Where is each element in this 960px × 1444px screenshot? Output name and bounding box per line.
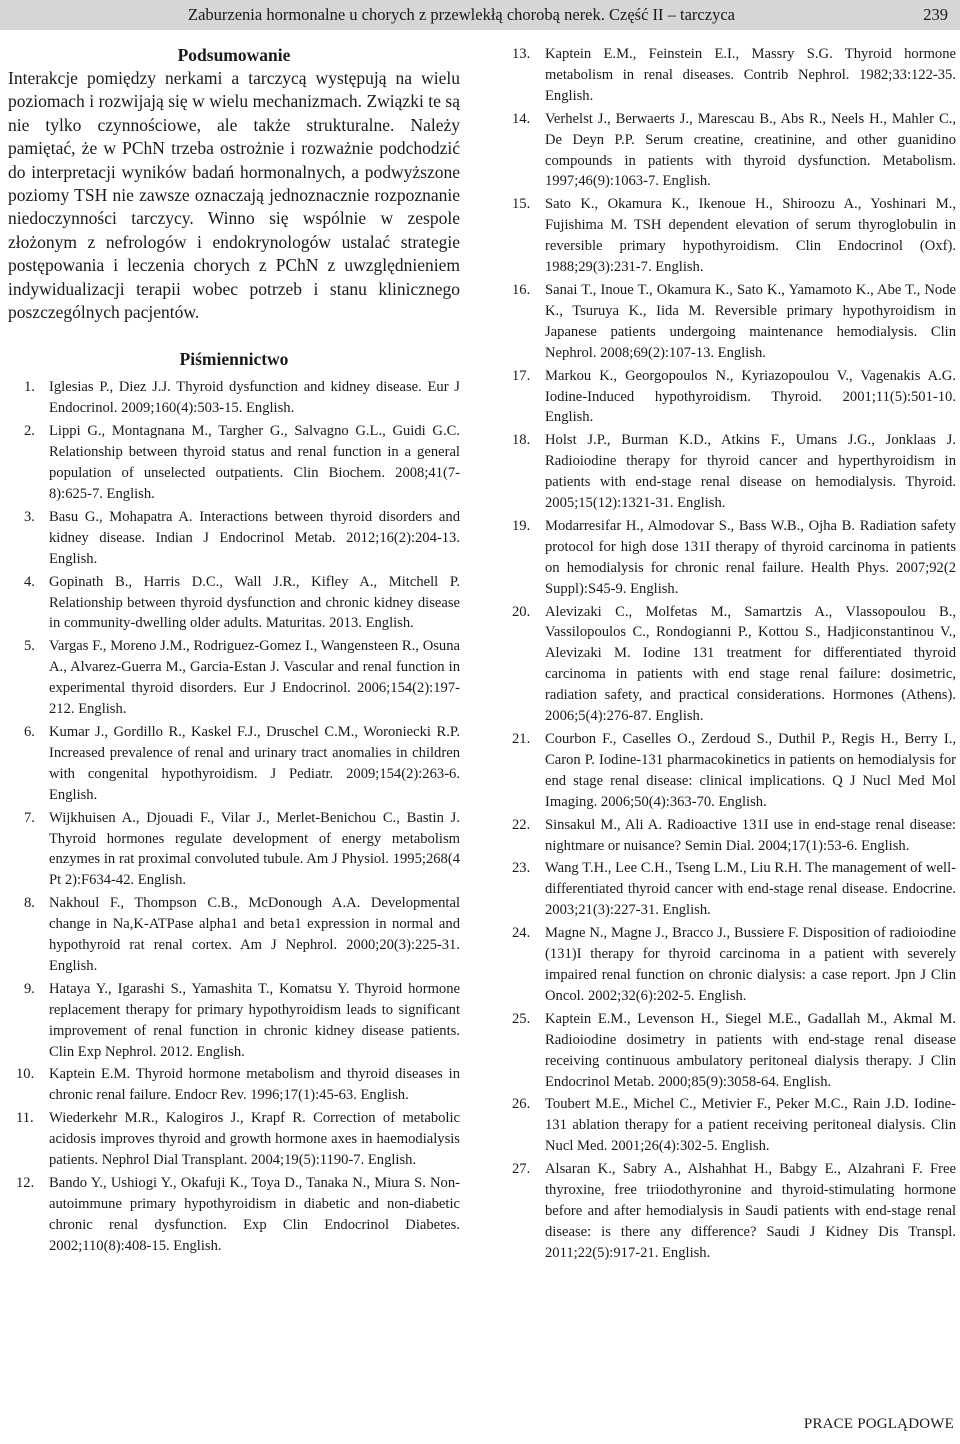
right-column (512, 44, 956, 1266)
reference-item (8, 377, 460, 419)
reference-item (512, 516, 956, 600)
reference-number: 27. (512, 1161, 531, 1178)
reference-number: 11. (16, 1110, 34, 1127)
reference-text: Kaptein E.M., Feinstein E.I., Massry S.G. Thyroid hormone metabolism in renal diseases. Contrib Nephrol. 1982;33:122-35. English. (545, 46, 956, 104)
reference-number: 21. (512, 731, 531, 747)
reference-number: 26. (512, 1096, 531, 1113)
reference-item (512, 602, 956, 727)
reference-item (8, 979, 460, 1063)
reference-item (8, 572, 460, 635)
reference-number: 23. (512, 860, 531, 877)
reference-number: 1. (24, 379, 35, 396)
reference-text: Wiederkehr M.R., Kalogiros J., Krapf R. Correction of metabolic acidosis improves thyroid and growth hormone axes in haemodialysis patients. Nephrol Dial Transplant. 2004;19(5):1190-7. English. (49, 1110, 460, 1169)
reference-item (512, 858, 956, 921)
reference-text: Kaptein E.M., Levenson H., Siegel M.E., Gadallah M., Akmal M. Radioiodine dosimetry in patients with end-stage renal disease receiving continuous ambulatory peritoneal dialysis therapy. J Clin Endocrinol Metab. 2000;85(9):3058-64. English. (545, 1010, 956, 1090)
reference-item (8, 1173, 460, 1257)
reference-number: 13. (512, 46, 531, 62)
reference-text: Verhelst J., Berwaerts J., Marescau B., Abs R., Neels H., Mahler C., De Deyn P.P. Serum creatine, creatinine, and other guanidino compounds in patients with thyroid dysfunction. Metabolism. 1997;46(9):1063-7. English. (545, 110, 956, 190)
reference-list-right (512, 44, 956, 1264)
reference-text: Basu G., Mohapatra A. Interactions between thyroid disorders and kidney disease. Indian J Endocrinol Metab. 2012;16(2):204-13. English. (49, 508, 460, 567)
reference-item (512, 815, 956, 857)
reference-item (512, 109, 956, 193)
reference-text: Modarresifar H., Almodovar S., Bass W.B., Ojha B. Radiation safety protocol for high dose 131I therapy of thyroid carcinoma in patients on hemodialysis for chronic renal failure. Health Phys. 2007;92(2 Suppl):S45-9. English. (545, 517, 956, 597)
reference-text: Nakhoul F., Thompson C.B., McDonough A.A. Developmental change in Na,K-ATPase alpha1 and beta1 expression in normal and hypothyroid rat renal cortex. Am J Nephrol. 2000;20(3):225-31. English. (49, 895, 460, 974)
reference-item (512, 1094, 956, 1157)
reference-item (8, 722, 460, 806)
reference-number: 16. (512, 281, 531, 298)
reference-item (8, 636, 460, 720)
reference-text: Toubert M.E., Michel C., Metivier F., Peker M.C., Rain J.D. Iodine-131 ablation therapy for a patient receiving peritoneal dialysis. Clin Nucl Med. 2001;26(4):302-5. English. (545, 1096, 956, 1155)
reference-number: 19. (512, 517, 531, 534)
reference-text: Sanai T., Inoue T., Okamura K., Sato K., Yamamoto K., Abe T., Node K., Tsuruya K., Iida M. Reversible primary hypothyroidism in Japanese patients undergoing maintenance hemodialysis. Clin Nephrol. 2008;69(2):107-13. English. (545, 281, 956, 361)
reference-number: 17. (512, 367, 531, 384)
reference-item (512, 194, 956, 278)
reference-text: Holst J.P., Burman K.D., Atkins F., Umans J.G., Jonklaas J. Radioiodine therapy for thyroid cancer and hyperthyroidism in patients with end-stage renal disease on hemodialysis. Thyroid. 2005;15(12):1321-31. English. (545, 432, 956, 512)
reference-number: 8. (24, 895, 35, 912)
reference-text: Sinsakul M., Ali A. Radioactive 131I use in end-stage renal disease: nightmare or nuisance? Semin Dial. 2004;17(1):53-6. English. (545, 816, 956, 854)
reference-number: 10. (16, 1066, 35, 1083)
reference-number: 9. (24, 980, 35, 997)
summary-heading: Podsumowanie (177, 45, 291, 65)
reference-number: 18. (512, 432, 531, 449)
reference-item (8, 893, 460, 977)
reference-text: Lippi G., Montagnana M., Targher G., Salvagno G.L., Guidi G.C. Relationship between thyroid status and renal function in a general population of unselected outpatients. Clin Biochem. 2008;41(7-8):625-7. English. (49, 423, 460, 502)
reference-text: Iglesias P., Diez J.J. Thyroid dysfunction and kidney disease. Eur J Endocrinol. 2009;160(4):503-15. English. (49, 379, 460, 417)
reference-item (8, 421, 460, 505)
reference-text: Markou K., Georgopoulos N., Kyriazopoulou V., Vagenakis A.G. Iodine-Induced hypothyroidism. Thyroid. 2001;11(5):501-10. English. (545, 367, 956, 426)
reference-item (512, 729, 956, 813)
reference-text: Alevizaki C., Molfetas M., Samartzis A., Vlassopoulou B., Vassilopoulos C., Rondogianni P., Kottou S., Hadjiconstantinou V., Alevizaki M. Iodine 131 treatment for differentiated thyroid carcinoma in patients with end stage renal failure: dosimetric, radiation safety, and practical considerations. Hormones (Athens). 2006;5(4):276-87. English. (545, 603, 956, 725)
reference-item (8, 1064, 460, 1106)
reference-item (512, 923, 956, 1007)
reference-text: Hataya Y., Igarashi S., Yamashita T., Komatsu Y. Thyroid hormone replacement therapy for primary hypothyroidism leads to significant improvement of renal function in chronic kidney disease patients. Clin Exp Nephrol. 2012. English. (49, 980, 460, 1060)
reference-list-left (8, 377, 460, 1256)
reference-number: 5. (24, 638, 35, 655)
reference-text: Sato K., Okamura K., Ikenoue H., Shiroozu A., Yoshinari M., Fujishima M. TSH dependent elevation of serum thyroglobulin in reversible primary hypothyroidism. Clin Endocrinol (Oxf). 1988;29(3):231-7. English. (545, 196, 956, 276)
reference-item (512, 366, 956, 429)
reference-text: Courbon F., Caselles O., Zerdoud S., Duthil P., Regis H., Berry I., Caron P. Iodine-131 pharmacokinetics in patients on hemodialysis for end stage renal disease: clinical implications. Q J Nucl Med Mol Imaging. 2006;50(4):363-70. English. (545, 731, 956, 810)
reference-number: 6. (24, 723, 35, 740)
reference-item (8, 808, 460, 892)
reference-text: Magne N., Magne J., Bracco J., Bussiere F. Disposition of radioiodine (131)I therapy for thyroid carcinoma in a patient with severely impaired renal function on chronic dialysis: a case report. Jpn J Clin Oncol. 2002;32(6):202-5. English. (545, 925, 956, 1004)
reference-number: 25. (512, 1010, 531, 1027)
reference-item (512, 44, 956, 107)
reference-text: Kaptein E.M. Thyroid hormone metabolism and thyroid diseases in chronic renal failure. Endocr Rev. 1996;17(1):45-63. English. (49, 1066, 460, 1104)
reference-item (512, 1009, 956, 1093)
reference-item (512, 1159, 956, 1264)
page-number: 239 (923, 5, 948, 24)
reference-number: 22. (512, 816, 531, 833)
reference-number: 15. (512, 196, 531, 213)
reference-number: 12. (16, 1175, 35, 1191)
reference-number: 4. (24, 573, 35, 590)
reference-text: Vargas F., Moreno J.M., Rodriguez-Gomez I., Wangensteen R., Osuna A., Alvarez-Guerra M., Garcia-Estan J. Vascular and renal function in experimental thyroid disorders. Eur J Endocrinol. 2006;154(2):197-212. English. (49, 638, 460, 718)
reference-text: Bando Y., Ushiogi Y., Okafuji K., Toya D., Tanaka N., Miura S. Non-autoimmune primary hypothyroidism in diabetic and non-diabetic chronic renal dysfunction. Exp Clin Endocrinol Diabetes. 2002;110(8):408-15. English. (49, 1175, 460, 1254)
running-header (0, 0, 960, 30)
reference-number: 24. (512, 925, 531, 942)
reference-item (512, 430, 956, 514)
reference-text: Kumar J., Gordillo R., Kaskel F.J., Druschel C.M., Woroniecki R.P. Increased prevalence of renal and urinary tract anomalies in children with congenital hypothyroidism. J Pediatr. 2009;154(2):263-6. English. (49, 723, 460, 803)
reference-text: Gopinath B., Harris D.C., Wall J.R., Kifley A., Mitchell P. Relationship between thyroid dysfunction and chronic kidney disease in community-dwelling older adults. Maturitas. 2013. English. (49, 573, 460, 632)
summary-paragraph: Interakcje pomiędzy nerkami a tarczycą występują na wielu poziomach i rozwijają się w wielu mechanizmach. Związki te są nie tylko czynnościowe, ale także strukturalne. Należy pamiętać, że w PChN trzeba ostrożnie i rozważnie podchodzić do interpretacji wyników badań hormonalnych, a podwyższone poziomy TSH nie zawsze oznaczają jednoznacznie rozpoznanie niedoczynności tarczycy. Winno się wspólnie w zespole złożonym z nefrologów i endokrynologów ustalać strategie postępowania i leczenia chorych z PChN z uwzględnieniem indywidualizacji terapii wobec potrzeb i stanu klinicznego poszczególnych pacjentów. (8, 68, 460, 323)
section-label: PRACE POGLĄDOWE (803, 1416, 954, 1432)
reference-text: Wang T.H., Lee C.H., Tseng L.M., Liu R.H. The management of well-differentiated thyroid cancer with end-stage renal disease. Endocrine. 2003;21(3):227-31. English. (545, 860, 956, 919)
reference-item (8, 507, 460, 570)
reference-number: 7. (24, 809, 35, 826)
running-title: Zaburzenia hormonalne u chorych z przewlekłą chorobą nerek. Część II – tarczyca (188, 5, 735, 24)
reference-text: Wijkhuisen A., Djouadi F., Vilar J., Merlet-Benichou C., Bastin J. Thyroid hormones regulate development of energy metabolism enzymes in rat proximal convoluted tubule. Am J Physiol. 1995;268(4 Pt 2):F634-42. English. (49, 809, 460, 889)
left-column (8, 44, 460, 1259)
reference-item (8, 1108, 460, 1171)
reference-text: Alsaran K., Sabry A., Alshahhat H., Babgy E., Alzahrani F. Free thyroxine, free triiodothyronine and thyroid-stimulating hormone before and after hemodialysis in Saudi patients with end-stage renal disease: is there any difference? Saudi J Kidney Dis Transpl. 2011;22(5):917-21. English. (545, 1161, 956, 1261)
reference-item (512, 280, 956, 364)
references-heading: Piśmiennictwo (179, 349, 289, 370)
reference-number: 14. (512, 110, 531, 127)
reference-number: 20. (512, 603, 531, 620)
reference-number: 2. (24, 423, 35, 440)
reference-number: 3. (24, 508, 35, 525)
